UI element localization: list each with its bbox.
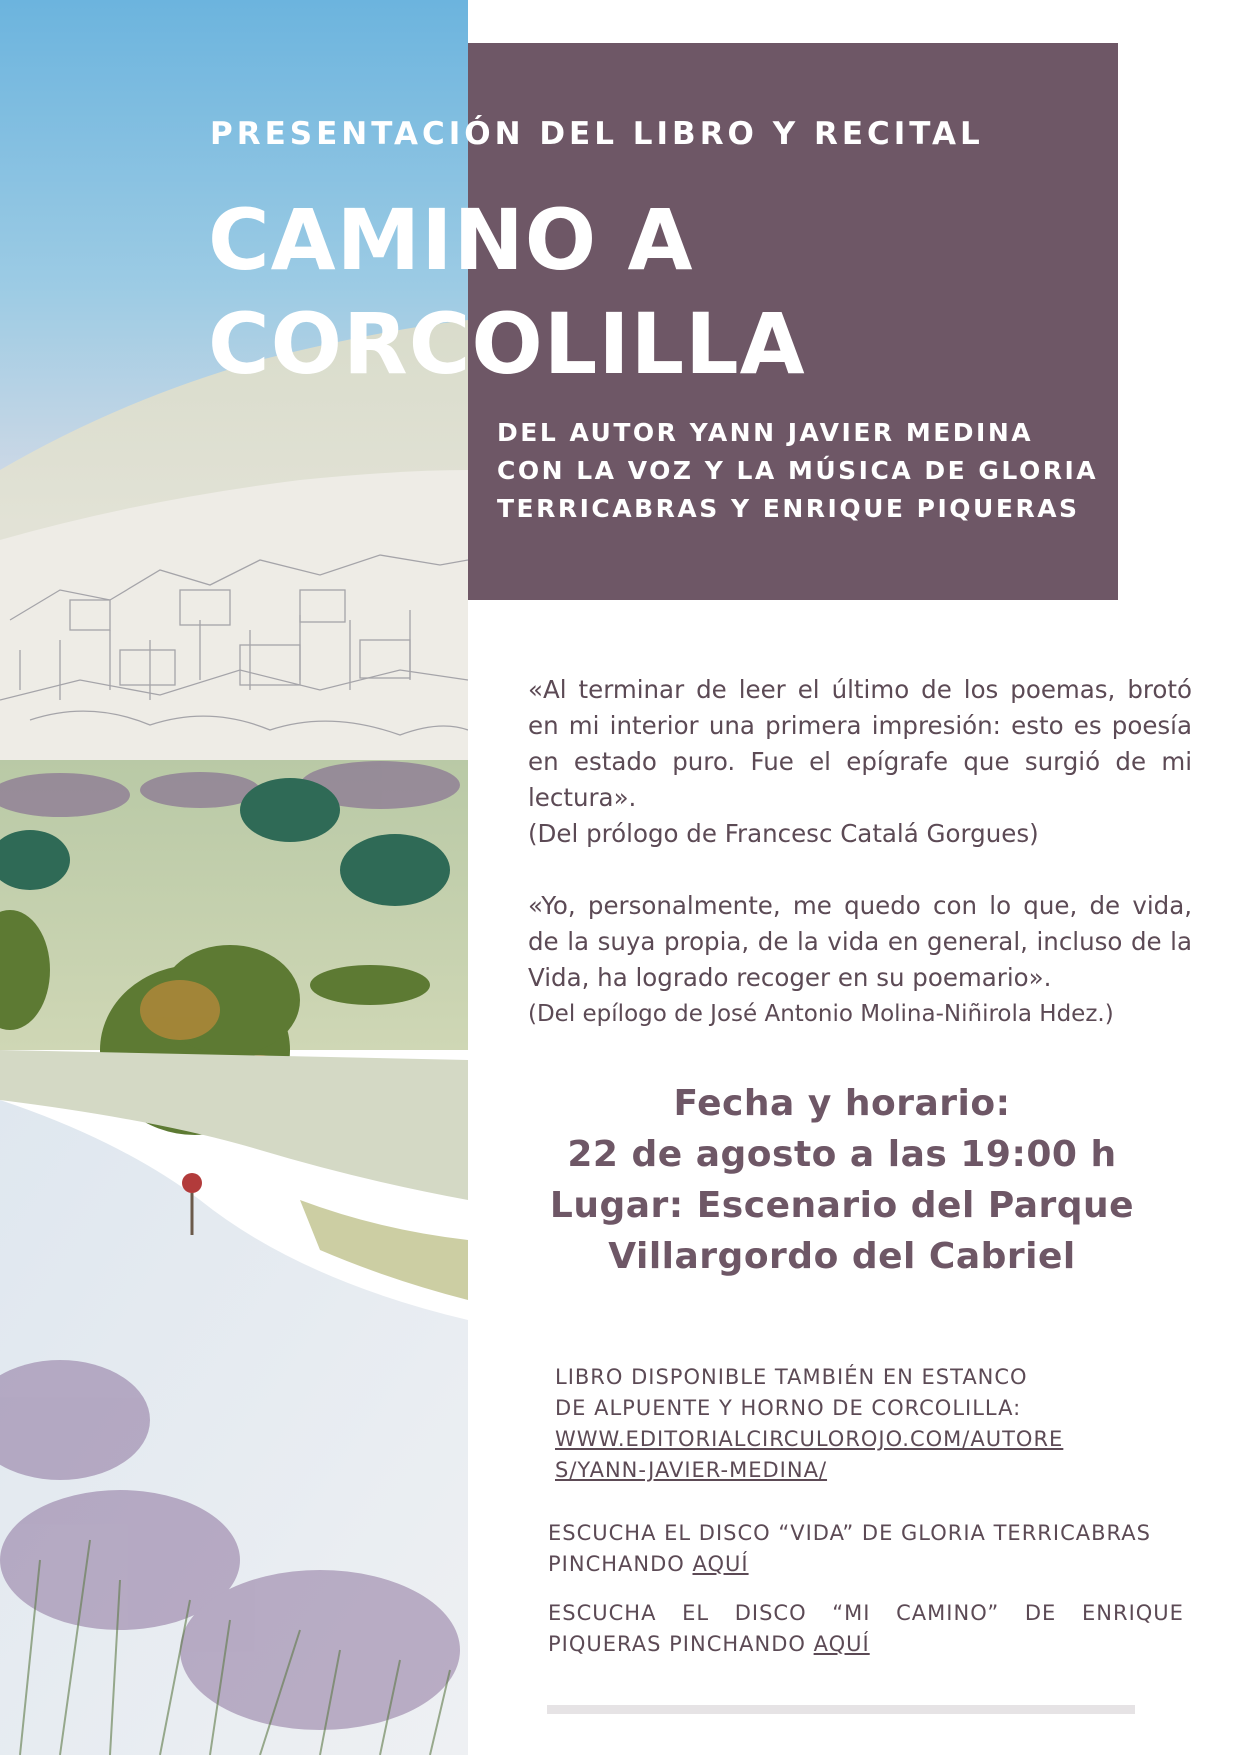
availability-info [555, 1362, 1155, 1486]
listen-mi-camino-word: EL [682, 1601, 710, 1625]
listen-mi-camino-word: ESCUCHA [548, 1601, 657, 1625]
epilogue-quote-text: «Yo, personalmente, me quedo con lo que, de vida, de la suya propia, de la vida en general, incluso de la Vida, ha logrado recoger en su poemario». [528, 891, 1192, 992]
listen-mi-camino-word: CAMINO” [896, 1601, 1000, 1625]
credits-block [497, 414, 1097, 528]
credits-line2: CON LA VOZ Y LA MÚSICA DE GLORIA [497, 456, 1099, 485]
event-date-time: 22 de agosto a las 19:00 h [567, 1134, 1117, 1175]
event-details [528, 1078, 1156, 1282]
listen-mi-camino-word: DISCO [734, 1601, 807, 1625]
availability-line1: LIBRO DISPONIBLE TAMBIÉN EN ESTANCO [555, 1365, 1028, 1389]
listen-mi-camino-block [548, 1598, 1184, 1660]
bottom-divider-bar [547, 1705, 1135, 1714]
listen-mi-camino-line1 [548, 1598, 1184, 1629]
publisher-link-line2[interactable]: S/YANN-JAVIER-MEDINA/ [555, 1458, 828, 1482]
listen-vida-line1: ESCUCHA EL DISCO “VIDA” DE GLORIA TERRICABRAS [548, 1521, 1151, 1545]
listen-vida-link[interactable]: AQUÍ [692, 1552, 749, 1576]
credits-line1: DEL AUTOR YANN JAVIER MEDINA [497, 418, 1034, 447]
listen-vida-line2 [548, 1549, 1184, 1580]
event-town: Villargordo del Cabriel [608, 1236, 1076, 1277]
book-title [208, 188, 1108, 396]
epilogue-quote [528, 888, 1192, 1032]
book-title-line1: CAMINO A [208, 191, 694, 289]
availability-line2: DE ALPUENTE Y HORNO DE CORCOLILLA: [555, 1396, 1022, 1420]
publisher-link-line1[interactable]: WWW.EDITORIALCIRCULOROJO.COM/AUTORE [555, 1427, 1064, 1451]
event-venue: Lugar: Escenario del Parque [549, 1185, 1135, 1226]
listen-mi-camino-line2 [548, 1629, 1184, 1660]
listen-mi-camino-word: “MI [832, 1601, 871, 1625]
book-title-line2: CORCOLILLA [208, 295, 806, 393]
listen-vida-block [548, 1518, 1184, 1580]
prologue-quote-text: «Al terminar de leer el último de los poemas, brotó en mi interior una primera impresión: esto es poesía en estado puro. Fue el epígrafe que surgió de mi lectura». [528, 675, 1192, 812]
event-kicker: PRESENTACIÓN DEL LIBRO Y RECITAL [210, 116, 984, 152]
epilogue-quote-source: (Del epílogo de José Antonio Molina-Niñirola Hdez.) [528, 1001, 1114, 1027]
listen-mi-camino-word: ENRIQUE [1082, 1601, 1184, 1625]
listen-vida-prefix: PINCHANDO [548, 1552, 693, 1576]
listen-mi-camino-prefix: PIQUERAS PINCHANDO [548, 1632, 814, 1656]
prologue-quote-source: (Del prólogo de Francesc Catalá Gorgues) [528, 819, 1039, 848]
prologue-quote [528, 672, 1192, 852]
credits-line3: TERRICABRAS Y ENRIQUE PIQUERAS [497, 494, 1080, 523]
listen-mi-camino-word: DE [1024, 1601, 1057, 1625]
listen-mi-camino-link[interactable]: AQUÍ [813, 1632, 870, 1656]
event-date-heading: Fecha y horario: [673, 1083, 1011, 1124]
